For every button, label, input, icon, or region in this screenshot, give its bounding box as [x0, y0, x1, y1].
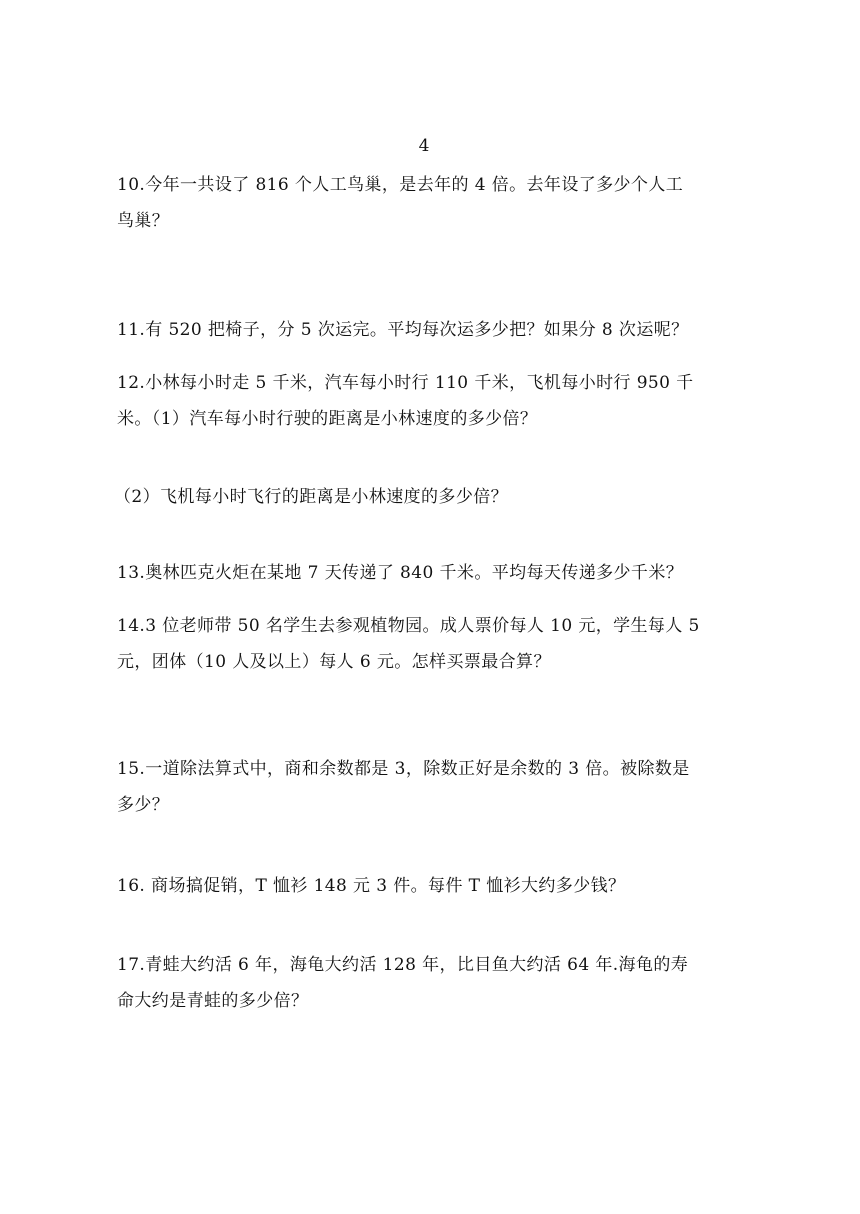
question-13	[117, 555, 777, 591]
question-line: 17.青蛙大约活 6 年，海龟大约活 128 年，比目鱼大约活 64 年.海龟的寿	[117, 955, 689, 975]
question-17	[117, 947, 777, 1019]
question-15	[117, 751, 777, 823]
question-line: 11.有 520 把椅子，分 5 次运完。平均每次运多少把？如果分 8 次运呢？	[117, 320, 689, 340]
question-line: 元，团体（10 人及以上）每人 6 元。怎样买票最合算？	[117, 652, 551, 672]
question-line: （2）飞机每小时飞行的距离是小林速度的多少倍？	[114, 487, 509, 507]
question-line: 16. 商场搞促销，T 恤衫 148 元 3 件。每件 T 恤衫大约多少钱？	[117, 876, 626, 896]
question-14	[117, 608, 777, 680]
question-16	[117, 868, 777, 904]
question-line: 10.今年一共设了 816 个人工鸟巢，是去年的 4 倍。去年设了多少个人工	[117, 175, 684, 195]
question-line: 15.一道除法算式中，商和余数都是 3，除数正好是余数的 3 倍。被除数是	[117, 759, 690, 779]
question-line: 13.奥林匹克火炬在某地 7 天传递了 840 千米。平均每天传递多少千米？	[117, 563, 684, 583]
page-number: 4	[418, 136, 430, 156]
question-12	[117, 365, 777, 437]
question-line: 命大约是青蛙的多少倍？	[117, 991, 309, 1011]
question-line: 多少？	[117, 795, 170, 815]
question-11	[117, 312, 777, 348]
question-10	[117, 167, 777, 239]
question-line: 米。（1）汽车每小时行驶的距离是小林速度的多少倍？	[117, 409, 538, 429]
question-line: 14.3 位老师带 50 名学生去参观植物园。成人票价每人 10 元，学生每人 5	[117, 616, 700, 636]
question-line: 鸟巢？	[117, 211, 170, 231]
question-12-part-2	[114, 479, 774, 515]
question-line: 12.小林每小时走 5 千米，汽车每小时行 110 千米，飞机每小时行 950 千	[117, 373, 694, 393]
